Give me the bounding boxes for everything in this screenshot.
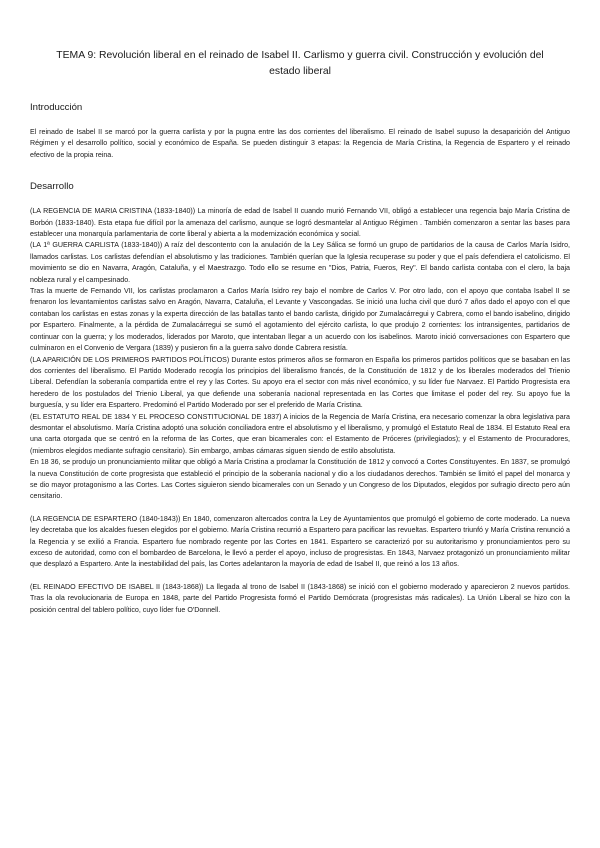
intro-paragraph: El reinado de Isabel II se marcó por la guerra carlista y por la pugna entre las dos corrientes del liberalismo. El reinado de Isabel supuso la desaparición del Antiguo Régimen y el desarrollo político, social y económico de España. Se pueden distinguir 3 etapas: la Regencia de María Cristina, la Regencia de Espartero y el reinado efectivo de la propia reina. bbox=[30, 128, 570, 159]
paragraph-muerte-fernando-vii: Tras la muerte de Fernando VII, los carlistas proclamaron a Carlos María Isidro rey bajo el nombre de Carlos V. Por otro lado, con el apoyo que contaba Isabel II se frenaron los levantamientos carlistas salvo en Aragón, Navarra, Cataluña, el Levante y Vascongadas. Se inició una lucha civil que duró 7 años dado el apoyo con el que contaban los carlistas en estas zonas y la experta dirección de las batallas tanto el bando carlista, dirigido por Zumalacárregui y Cabrera, como el bando isabelino, dirigido por Espartero. Finalmente, a la pérdida de Zumalacárregui se sumó el agotamiento del ejército carlista, lo que produjo 2 corrientes: los intransigentes, partidarios de continuar con la guerra; y los moderados, liderados por Maroto, que intentaban llegar a un acuerdo con los isabelinos. Maroto inició conversaciones con Espartero que culminaron en el Convenio de Vergara (1839) y pusieron fin a la guerra salvo donde Cabrera resistía. bbox=[30, 287, 570, 353]
paragraph-regencia-maria-cristina: (LA REGENCIA DE MARIA CRISTINA (1833-1840)) La minoría de edad de Isabel II cuando murió Fernando VII, obligó a establecer una regencia bajo María Cristina de Borbón (1833-1840). Esta etapa fue difícil por la amenaza del carlismo, aunque se logró desmantelar al Antiguo Régimen . También comenzaron a sentar las bases para establecer una monarquía parlamentaria de corte liberal y abierta a la modernización económica y social. bbox=[30, 207, 570, 239]
paragraph-estatuto-real: (EL ESTATUTO REAL DE 1834 Y EL PROCESO CONSTITUCIONAL DE 1837) A inicios de la Regencia de María Cristina, era necesario comenzar la obra legislativa para desmontar el absolutismo. María Cristina adoptó una solución conciliadora entre el absolutismo y el liberalismo, y promulgó el Estatuto Real de 1834. El Estatuto Real era una carta otorgada que se centró en la reforma de las Cortes, que eran bicamerales con: el Estamento de Próceres (privilegiados); y el Estamento de Procuradores, (miembros elegidos mediante sufragio censitario). Sin embargo, ambas cámaras siguen siendo de estilo absolutista. bbox=[30, 412, 570, 455]
section-heading-development: Desarrollo bbox=[30, 181, 74, 193]
paragraph-regencia-espartero: (LA REGENCIA DE ESPARTERO (1840-1843)) En 1840, comenzaron altercados contra la Ley de Ayuntamientos que promulgó el gobierno de corte moderado. La nueva ley decretaba que los alcaldes fuesen elegidos por el gobierno. María Cristina recurrió a Espartero para pacificar las revueltas. Espartero triunfó y María Cristina renunció a la Regencia y se exilió a Francia. Espartero fue nombrado regente por las Cortes en 1841. Espartero se caracterizó por su autoritarismo y pronunciamientos pero su exceso de autoridad, como con el bombardeo de Barcelona, le llevó a perder el apoyo, incluso de progresistas. En 1843, Narvaez protagonizó un pronunciamiento militar que desplazó a Espartero. Ante la inestabilidad del país, las Cortes adelantaron la mayoría de edad de Isabel II, que reinó a los 13 años. bbox=[30, 514, 570, 569]
paragraph-primera-guerra-carlista: (LA 1ª GUERRA CARLISTA (1833-1840)) A raíz del descontento con la anulación de la Ley Sálica se formó un grupo de partidarios de la causa de Carlos María Isidro, llamados carlistas. Los carlistas defendían el absolutismo y las tradiciones. También querían que la Iglesia recuperase su poder y que el país defendiera el catolicismo. El movimiento se dio en Navarra, Aragón, Cataluña, y el Maestrazgo. Todo ello se resume en "Dios, Patria, Fueros, Rey". El bando carlista contaba con el clero, la baja nobleza rural y el campesinado. bbox=[30, 241, 570, 284]
paragraph-partidos-politicos: (LA APARICIÓN DE LOS PRIMEROS PARTIDOS POLÍTICOS) Durante estos primeros años se formaron en España los primeros partidos políticos que se basaban en las dos corrientes del liberalismo. El Partido Moderado recogía los principios del liberalismo francés, de la Constitución de 1812 y de los liberales moderados del Trienio Liberal. Defendían la soberanía compartida entre el rey y las Cortes. Su apoyo era el sector con más nivel económico, y su líder fue Narvaez. El Partido Progresista era heredero de los postulados del Trienio Liberal, ya que defiende una soberanía nacional representada en las Cortes que limitase el poder del rey. Su apoyo fue la burguesía, y su líder era Espartero. Predominó el Partido Moderado por ser el preferido de María Cristina. bbox=[30, 355, 570, 410]
page-title: TEMA 9: Revolución liberal en el reinado de Isabel II. Carlismo y guerra civil. Construcción y evolución del estado liberal bbox=[56, 50, 544, 77]
paragraph-constitucion-1837: En 18 36, se produjo un pronunciamiento militar que obligó a María Cristina a proclamar la Constitución de 1812 y convocó a Cortes Constituyentes. En 1837, se promulgó la nueva Constitución de corte progresista que estableció el principio de la soberanía nacional y dio a los ciudadanos derechos. También se limitó el papel del monarca y se dio mayor protagonismo a las Cortes. Las Cortes siguieron siendo bicamerales con un Senado y un Congreso de los Diputados, elegidos por sufragio directo pero aún censitario. bbox=[30, 458, 570, 501]
paragraph-reinado-efectivo: (EL REINADO EFECTIVO DE ISABEL II (1843-1868)) La llegada al trono de Isabel II (1843-1868) se inició con el gobierno moderado y aparecieron 2 nuevos partidos. Tras la ola revolucionaria de Europa en 1848, parte del Partido Progresista formó el Partido Demócrata (progresistas más radicales). La Unión Liberal se hizo con la posición central del tablero político, cuyo líder fue O'Donnell. bbox=[30, 582, 570, 614]
section-heading-intro: Introducción bbox=[30, 102, 83, 113]
